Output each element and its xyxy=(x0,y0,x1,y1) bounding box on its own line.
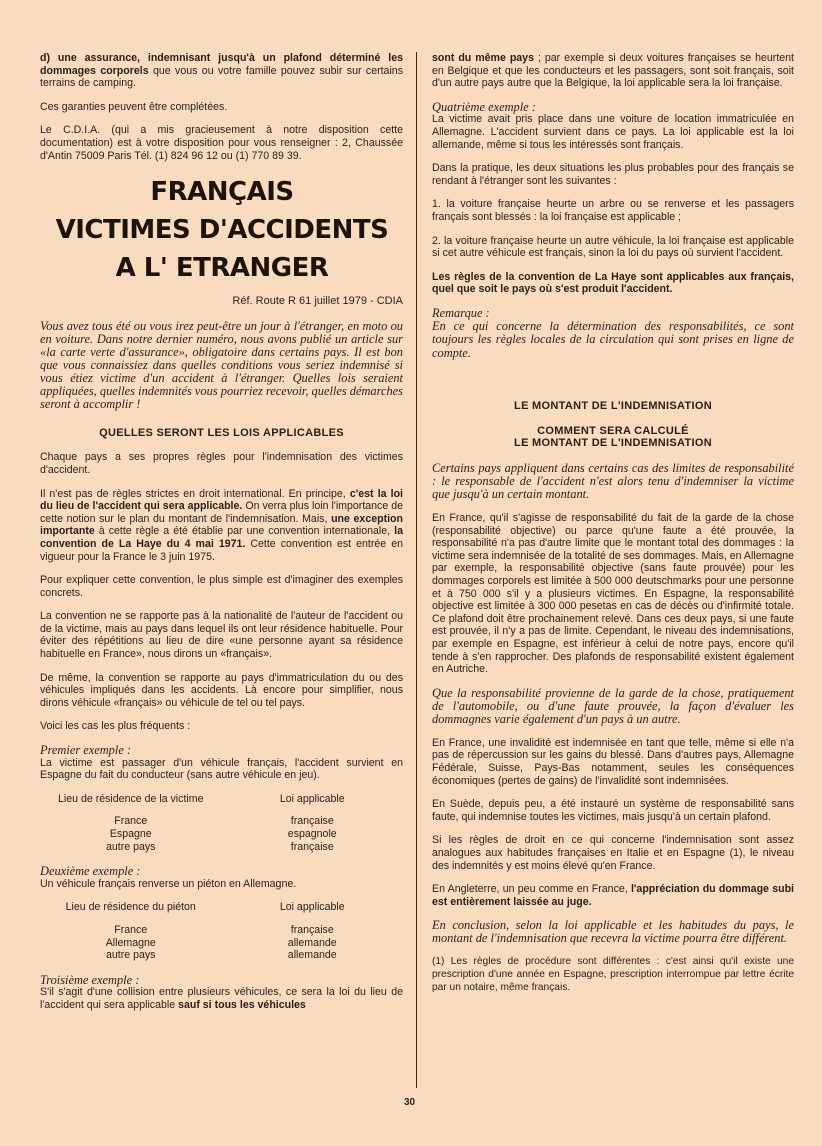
bold-text: sont du même pays xyxy=(432,52,534,64)
reference: Réf. Route R 61 juillet 1979 - CDIA xyxy=(232,295,403,308)
example-label: Quatrième exemple : xyxy=(432,99,536,114)
example-label: Premier exemple : xyxy=(40,743,132,758)
italic-paragraph: Certains pays appliquent dans certains cas des limites de responsabilité : le responsable de l'accident n'est alors tenu d'indemniser la victime que jusqu'à un certain montant. xyxy=(432,461,794,502)
bold-text: une exception importante xyxy=(40,512,403,538)
table-cell: allemande xyxy=(287,936,337,949)
paragraph xyxy=(40,52,403,90)
paragraph: Le C.D.I.A. (qui a mis gracieusement à notre disposition cette documentation) est à votre disposition pour vous renseigner : 2, Chaussée d'Antin 75009 Paris Tél. (1) 824 96 12 ou (1) 770 89 39. xyxy=(40,124,403,162)
text: En Angleterre, un peu comme en France, xyxy=(432,883,631,896)
paragraph xyxy=(432,52,794,90)
table-cell: française xyxy=(290,840,334,853)
paragraph: En Suède, depuis peu, a été instauré un système de responsabilité sans faute, qui indemnise toutes les victimes, mais jusqu'à un certain plafond. xyxy=(432,798,794,823)
example-text: La victime est passager d'un véhicule français, l'accident survient en Espagne du fait du conducteur (sans autre véhicule en jeu). xyxy=(40,756,403,782)
table-cell: France xyxy=(114,923,148,936)
table-header: Loi applicable xyxy=(279,901,345,914)
remark-text: En ce qui concerne la détermination des responsabilités, ce sont toujours les règles locales de la circulation qui sont prises en ligne de compte. xyxy=(432,318,794,360)
footnote: (1) Les règles de procédure sont différentes : c'est ainsi qu'il existe une prescription d'une année en Espagne, prescription interrompue par lettre écrite par un notaire, même français. xyxy=(432,956,794,993)
heading-line: LE MONTANT DE L'INDEMNISATION xyxy=(514,437,712,450)
text: Cette convention est entrée en vigueur pour la France le 3 juin 1975. xyxy=(40,537,403,563)
text: que vous ou votre famille pouvez subir sur certains terrains de camping. xyxy=(40,64,403,90)
table-cell: Espagne xyxy=(109,828,152,840)
table-cell: autre pays xyxy=(106,840,156,853)
example-label: Troisième exemple : xyxy=(40,972,140,987)
paragraph: En France, une invalidité est indemnisée en tant que telle, même si elle n'a pas de répercussion sur les gains du blessé. Dans d'autres pays, Allemagne Fédérale, Suisse, Pays-Bas notamment, seules les conséquences économiques (pertes de gains) de l'invalidité sont indemnisées. xyxy=(432,736,794,787)
bold-text: c'est la loi du lieu de l'accident qui sera applicable. xyxy=(40,487,403,513)
paragraph: De même, la convention se rapporte au pays d'immatriculation du ou des véhicules impliqués dans les accidents. Là encore pour simplifier, nous dirons véhicule «français» ou véhicule de tel ou tel pays. xyxy=(40,671,403,709)
table-cell: française xyxy=(290,815,334,828)
paragraph: Voici les cas les plus fréquents : xyxy=(40,720,191,733)
table-cell: France xyxy=(114,815,148,828)
text: à cette règle a été établie par une convention internationale, xyxy=(94,525,395,538)
paragraph: Dans la pratique, les deux situations les plus probables pour des français se rendant à l'étranger sont les suivantes : xyxy=(432,162,794,187)
table-cell: autre pays xyxy=(106,949,156,962)
paragraph xyxy=(432,271,794,296)
bold-text: d) une assurance, indemnisant jusqu'à un plafond déterminé les dommages corporels xyxy=(40,52,403,77)
bold-text: Les règles de la convention de La Haye sont applicables aux français, quel que soit le pays où s'est produit l'accident. xyxy=(432,270,794,296)
table-cell: espagnole xyxy=(287,828,337,840)
example-4 xyxy=(432,101,794,151)
page-number: 30 xyxy=(404,1097,416,1108)
paragraph: 2. la voiture française heurte un autre véhicule, la loi française est applicable si cet autre véhicule est français, sinon la loi du pays où survient l'accident. xyxy=(432,234,794,260)
text: ; par exemple si deux voitures françaises se heurtent en Belgique et que les conducteurs et les passagers, sont soit français, soit d'un autre pays autre que la Belgique, la loi applicable sera la loi française. xyxy=(432,52,794,90)
title-line: A L' ETRANGER xyxy=(115,253,329,284)
paragraph: 1. la voiture française heurte un arbre ou se renverse et les passagers français sont blessés : la loi française est applicable ; xyxy=(432,198,794,223)
bold-text: l'appréciation du dommage subi est entièrement laissée au juge. xyxy=(432,883,794,908)
paragraph: Si les règles de droit en ce qui concerne l'indemnisation sont assez analogues aux habitudes françaises en Italie et en Espagne (1), le niveau des indemnités y est moins élevé qu'en France. xyxy=(432,834,794,872)
italic-paragraph: En conclusion, selon la loi applicable et les habitudes du pays, le montant de l'indemnisation que recevra la victime pourra être différent. xyxy=(432,918,794,946)
bold-text: sauf si tous les véhicules xyxy=(178,998,306,1011)
example-text: S'il s'agit d'une collision entre plusieurs véhicules, ce sera la loi du lieu de l'accident qui sera applicable xyxy=(40,986,403,1011)
right-column xyxy=(432,52,794,1005)
remark-label: Remarque : xyxy=(432,305,490,320)
paragraph xyxy=(432,883,794,908)
example-text: La victime avait pris place dans une voiture de location immatriculée en Allemagne. L'accident survient dans ce pays. La loi applicable est la loi allemande, même si tous les intéressés sont français. xyxy=(432,113,794,151)
table-1 xyxy=(40,793,403,853)
section-heading xyxy=(432,400,794,450)
article-title xyxy=(32,173,412,287)
paragraph xyxy=(40,488,403,564)
heading-line: LE MONTANT DE L'INDEMNISATION xyxy=(514,400,712,413)
column-divider xyxy=(416,52,417,1088)
bold-text: la convention de La Haye du 4 mai 1971. xyxy=(40,525,403,550)
table-2 xyxy=(40,901,403,961)
intro-paragraph: Vous avez tous été ou vous irez peut-être un jour à l'étranger, en moto ou en voiture. Dans notre dernier numéro, nous avons publié un article sur «la carte verte d'assurance», obligatoire dans certains pays. Il est bon que vous connaissiez dans quelles conditions vous seriez indemnisé si vous étiez victime d'un accident à l'étranger. Quelles lois seraient appliquées, quelles indemnités vous pourriez recevoir, quelles démarches seront à accomplir ! xyxy=(40,318,403,411)
text: On verra plus loin l'importance de cette notion sur le plan du montant de l'indemnisation. Mais, xyxy=(40,500,404,525)
paragraph: Pour expliquer cette convention, le plus simple est d'imaginer des exemples concrets. xyxy=(40,574,403,599)
example-1 xyxy=(40,744,403,782)
example-2 xyxy=(40,865,403,890)
section-heading: QUELLES SERONT LES LOIS APPLICABLES xyxy=(99,426,344,439)
title-line: FRANÇAIS xyxy=(150,177,294,208)
heading-line: COMMENT SERA CALCULÉ xyxy=(537,424,689,437)
paragraph: Chaque pays a ses propres règles pour l'indemnisation des victimes d'accident. xyxy=(40,451,403,476)
example-text: Un véhicule français renverse un piéton en Allemagne. xyxy=(40,877,297,890)
left-column xyxy=(40,52,403,1023)
table-header: Loi applicable xyxy=(279,792,345,805)
table-cell: française xyxy=(290,923,334,936)
table-cell: allemande xyxy=(287,949,337,962)
italic-paragraph: Que la responsabilité provienne de la garde de la chose, pratiquement de l'automobile, ou d'une faute prouvée, la façon d'évaluer les dommagnes varie également d'un pays à un autre. xyxy=(432,685,794,726)
paragraph: En France, qu'il s'agisse de responsabilité du fait de la garde de la chose (responsabilité objective) ou parce qu'une faute a été prouvée, la responsabilité n'a pas d'autre limite que le montant total des dommages : la victime sera indemnisée de la totalité de ses dommages. Mais, en Allemagne par exemple, la responsabilité objective (sans faute prouvée) pour les dommages corporels est limitée à 500 000 deutschmarks pour une personne et à 750 000 s'il y a plusieurs victimes. En Espagne, la responsabilité objective est limitée à 300 000 pesetas en cas de décès ou d'infirmité totale. Ce plafond doit être prochainement relevé. Dans ces deux pays, si une faute est prouvée, il n'y a pas de limite. Cependant, le niveau des indemnisations, par exemple en Espagne, est inférieur à celui de notre pays, encore qu'il tende à s'en rapprocher. Des plafonds de responsabilité existent également en Autriche. xyxy=(432,512,794,676)
example-3 xyxy=(40,974,403,1012)
text: Il n'est pas de règles strictes en droit international. En principe, xyxy=(40,487,350,500)
title-line: VICTIMES D'ACCIDENTS xyxy=(55,215,389,246)
example-label: Deuxième exemple : xyxy=(40,864,141,879)
table-header: Lieu de résidence de la victime xyxy=(58,792,204,805)
table-header: Lieu de résidence du piéton xyxy=(65,901,196,914)
remark xyxy=(432,307,794,360)
paragraph: Ces garanties peuvent être complétées. xyxy=(40,100,228,113)
paragraph: La convention ne se rapporte pas à la nationalité de l'auteur de l'accident ou de la victime, mais au pays dans lequel ils ont leur résidence habituelle. Pour éviter des répétitions au lieu de dire «une personne ayant sa résidence habituelle en France», nous dirons un «français». xyxy=(40,610,403,661)
table-cell: Allemagne xyxy=(105,936,156,949)
